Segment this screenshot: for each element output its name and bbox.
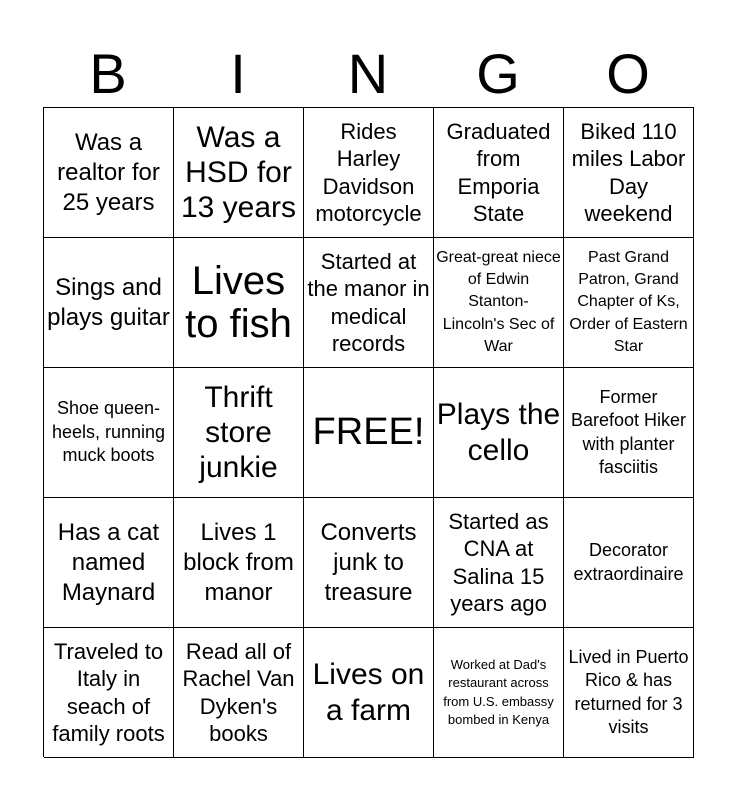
bingo-cell: Rides Harley Davidson motorcycle bbox=[304, 108, 434, 238]
bingo-cell: Lives to fish bbox=[174, 238, 304, 368]
bingo-cell: Thrift store junkie bbox=[174, 368, 304, 498]
bingo-cell: Sings and plays guitar bbox=[44, 238, 174, 368]
bingo-cell: Former Barefoot Hiker with planter fasciitis bbox=[564, 368, 694, 498]
header-letter-n: N bbox=[347, 42, 389, 105]
header-letter-g: G bbox=[476, 42, 520, 105]
bingo-cell: Past Grand Patron, Grand Chapter of Ks, Order of Eastern Star bbox=[564, 238, 694, 368]
bingo-cell: Lived in Puerto Rico & has returned for 3 visits bbox=[564, 628, 694, 758]
bingo-cell: Shoe queen- heels, running muck boots bbox=[44, 368, 174, 498]
free-space: FREE! bbox=[304, 368, 434, 498]
header-letter-o: O bbox=[606, 42, 650, 105]
bingo-cell: Started as CNA at Salina 15 years ago bbox=[434, 498, 564, 628]
bingo-cell: Decorator extraordinaire bbox=[564, 498, 694, 628]
bingo-cell: Read all of Rachel Van Dyken's books bbox=[174, 628, 304, 758]
bingo-cell: Has a cat named Maynard bbox=[44, 498, 174, 628]
bingo-cell: Started at the manor in medical records bbox=[304, 238, 434, 368]
bingo-cell: Great-great niece of Edwin Stanton- Lincoln's Sec of War bbox=[434, 238, 564, 368]
bingo-board bbox=[43, 107, 694, 757]
bingo-header bbox=[43, 40, 693, 108]
bingo-cell: Was a HSD for 13 years bbox=[174, 108, 304, 238]
bingo-cell: Converts junk to treasure bbox=[304, 498, 434, 628]
header-letter-b: B bbox=[89, 42, 127, 105]
bingo-cell: Lives on a farm bbox=[304, 628, 434, 758]
bingo-cell: Lives 1 block from manor bbox=[174, 498, 304, 628]
bingo-cell: Was a realtor for 25 years bbox=[44, 108, 174, 238]
bingo-cell: Graduated from Emporia State bbox=[434, 108, 564, 238]
bingo-cell: Biked 110 miles Labor Day weekend bbox=[564, 108, 694, 238]
header-letter-i: I bbox=[230, 42, 246, 105]
bingo-cell: Traveled to Italy in seach of family roots bbox=[44, 628, 174, 758]
bingo-cell: Plays the cello bbox=[434, 368, 564, 498]
bingo-cell: Worked at Dad's restaurant across from U.S. embassy bombed in Kenya bbox=[434, 628, 564, 758]
